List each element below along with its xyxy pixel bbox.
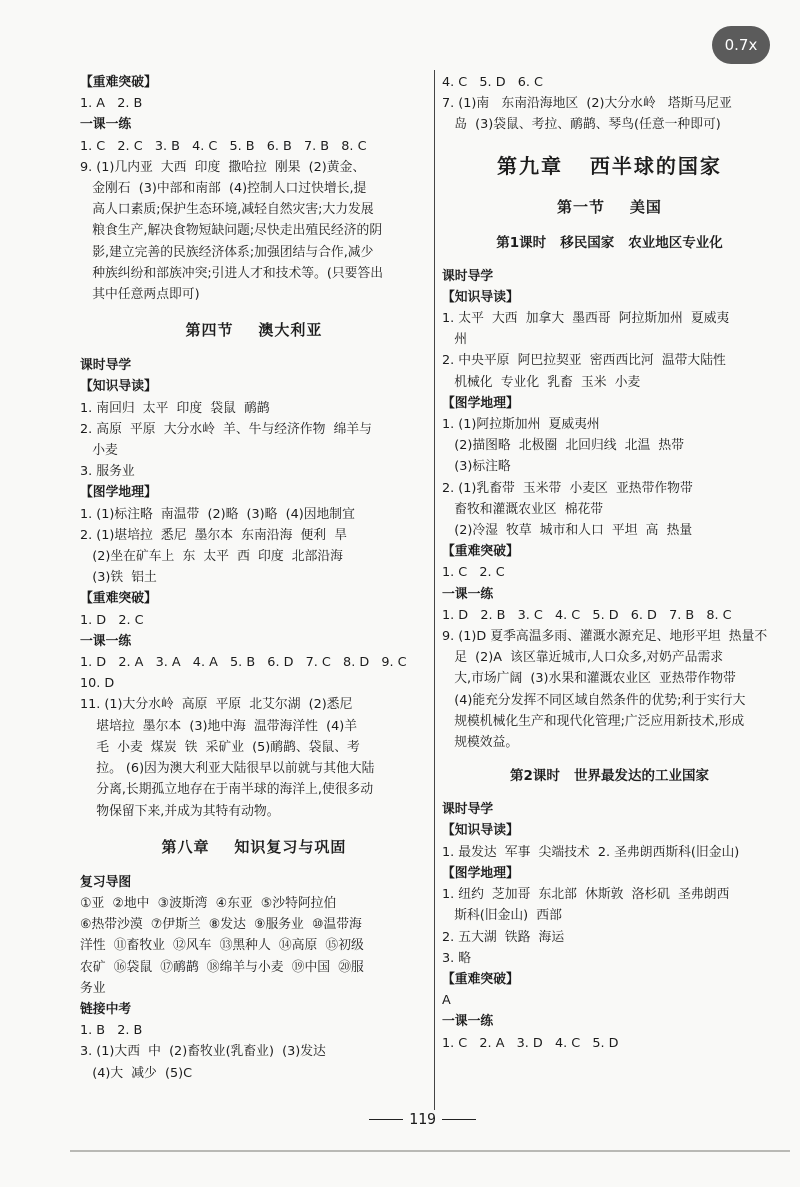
- answer-line: 4. C 5. D 6. C: [442, 75, 543, 90]
- answer-line: 1. C 2. A 3. D 4. C 5. D: [442, 1035, 619, 1051]
- answer-line: 规模机械化生产和现代化管理;广泛应用新技术,形成: [442, 713, 745, 729]
- bottom-rule: [70, 1150, 790, 1152]
- answer-line: 农矿 ⑯袋鼠 ⑰鸸鹋 ⑱绵羊与小麦 ⑲中国 ⑳服: [80, 959, 364, 975]
- answer-line: 1. C 2. C: [442, 565, 505, 581]
- answer-line: 2. 高原 平原 大分水岭 羊、牛与经济作物 绵羊与: [80, 421, 372, 437]
- section-label: 一课一练: [442, 586, 494, 602]
- answer-line: 州: [442, 332, 468, 348]
- section-label: 复习导图: [80, 874, 132, 890]
- answer-line: 种族纠纷和部族冲突;引进人才和技术等。(只要答出: [80, 265, 384, 281]
- section-label: 【知识导读】: [80, 379, 157, 395]
- answer-line: 分离,长期孤立地存在于南半球的海洋上,使很多动: [80, 782, 374, 798]
- answer-line: ⑥热带沙漠 ⑦伊斯兰 ⑧发达 ⑨服务业 ⑩温带海: [80, 917, 362, 933]
- answer-line: 3. 服务业: [80, 464, 135, 480]
- answer-line: 1. D 2. A 3. A 4. A 5. B 6. D 7. C 8. D 9. C: [80, 655, 407, 671]
- answer-line: 2. 五大湖 铁路 海运: [442, 929, 565, 945]
- answer-line: 金刚石 (3)中部和南部 (4)控制人口过快增长,提: [80, 181, 367, 197]
- answer-line: 7. (1)南 东南沿海地区 (2)大分水岭 塔斯马尼亚: [442, 96, 732, 112]
- section-label: 【图学地理】: [442, 395, 519, 411]
- answer-line: 2. 中央平原 阿巴拉契亚 密西西比河 温带大陆性: [442, 353, 726, 369]
- page-number: 119: [355, 1108, 490, 1130]
- answer-line: (3)铁 铝土: [80, 570, 157, 586]
- answer-line: 机械化 专业化 乳畜 玉米 小麦: [442, 374, 641, 390]
- answer-line: 高人口素质;保护生态环境,减轻自然灾害;大力发展: [80, 202, 374, 218]
- section-label: 一课一练: [442, 1014, 494, 1030]
- answer-line: 务业: [80, 980, 106, 996]
- zoom-level-badge[interactable]: 0.7x: [712, 26, 770, 64]
- chapter-title: 第九章 西半球的国家: [497, 153, 722, 178]
- answer-line: 斯科(旧金山) 西部: [442, 908, 562, 924]
- answer-line: 足 (2)A 该区靠近城市,人口众多,对奶产品需求: [442, 650, 724, 666]
- answer-line: 1. 纽约 芝加哥 东北部 休斯敦 洛杉矶 圣弗朗西: [442, 887, 730, 903]
- column-divider: [434, 70, 435, 1110]
- answer-line: (2)坐在矿车上 东 太平 西 印度 北部沿海: [80, 549, 343, 565]
- answer-line: (4)大 减少 (5)C: [80, 1065, 193, 1081]
- answer-line: 1. A 2. B: [80, 96, 143, 112]
- section-label: 【图学地理】: [80, 485, 157, 501]
- answer-line: (3)标注略: [442, 459, 511, 475]
- answer-line: 9. (1)几内亚 大西 印度 撒哈拉 刚果 (2)黄金、: [80, 159, 366, 175]
- section-title: 第四节 澳大利亚: [185, 321, 323, 340]
- answer-line: ①亚 ②地中 ③波斯湾 ④东亚 ⑤沙特阿拉伯: [80, 895, 337, 911]
- answer-line: 2. (1)堪培拉 悉尼 墨尔本 东南沿海 便利 旱: [80, 527, 348, 543]
- section-title: 第八章 知识复习与巩固: [161, 837, 347, 856]
- section-label: 课时导学: [442, 268, 494, 284]
- answer-line: 11. (1)大分水岭 高原 平原 北艾尔湖 (2)悉尼: [80, 697, 353, 713]
- answer-line: 洋性 ⑪畜牧业 ⑫风车 ⑬黑种人 ⑭高原 ⑮初级: [80, 938, 364, 954]
- left-column: [80, 72, 428, 1084]
- answer-line: 9. (1)D 夏季高温多雨、灌溉水源充足、地形平坦 热量不: [442, 629, 768, 645]
- answer-line: 规模效益。: [442, 735, 519, 751]
- answer-line: 1. 最发达 军事 尖端技术 2. 圣弗朗西斯科(旧金山): [442, 844, 740, 860]
- answer-line: 毛 小麦 煤炭 铁 采矿业 (5)鸸鹋、袋鼠、考: [80, 739, 360, 755]
- answer-line: 3. 略: [442, 950, 472, 966]
- answer-line: 1. 南回归 太平 印度 袋鼠 鸸鹋: [80, 400, 270, 416]
- answer-line: 影,建立完善的民族经济体系;加强团结与合作,减少: [80, 244, 374, 260]
- section-label: 课时导学: [442, 802, 494, 818]
- section-title: 第一节 美国: [557, 197, 662, 216]
- right-column: [442, 72, 777, 1054]
- section-label: 一课一练: [80, 117, 132, 133]
- answer-line: 1. D 2. B 3. C 4. C 5. D 6. D 7. B 8. C: [442, 607, 732, 623]
- answer-line: 堪培拉 墨尔本 (3)地中海 温带海洋性 (4)羊: [80, 718, 358, 734]
- answer-line: 1. (1)标注略 南温带 (2)略 (3)略 (4)因地制宜: [80, 506, 355, 522]
- answer-line: 拉。 (6)因为澳大利亚大陆很早以前就与其他大陆: [80, 761, 375, 777]
- lesson-title: 第1课时 移民国家 农业地区专业化: [496, 234, 723, 251]
- answer-line: 1. (1)阿拉斯加州 夏威夷州: [442, 417, 600, 433]
- section-label: 链接中考: [80, 1001, 132, 1017]
- section-label: 【重难突破】: [80, 75, 157, 90]
- answer-line: 物保留下来,并成为其特有动物。: [80, 803, 280, 819]
- answer-line: 粮食生产,解决食物短缺问题;尽快走出殖民经济的阴: [80, 223, 383, 239]
- answer-line: 小麦: [80, 443, 118, 459]
- answer-line: 岛 (3)袋鼠、考拉、鸸鹋、琴鸟(任意一种即可): [442, 117, 721, 133]
- answer-line: 2. (1)乳畜带 玉米带 小麦区 亚热带作物带: [442, 480, 693, 496]
- section-label: 课时导学: [80, 358, 132, 374]
- answer-line: (4)能充分发挥不同区域自然条件的优势;利于实行大: [442, 692, 746, 708]
- section-label: 【重难突破】: [442, 544, 519, 560]
- answer-line: 其中任意两点即可): [80, 287, 200, 303]
- lesson-title: 第2课时 世界最发达的工业国家: [510, 768, 709, 785]
- answer-line: 1. D 2. C: [80, 612, 144, 628]
- answer-line: (2)冷湿 牧草 城市和人口 平坦 高 热量: [442, 523, 693, 539]
- answer-line: 畜牧和灌溉农业区 棉花带: [442, 501, 604, 517]
- section-label: 【知识导读】: [442, 823, 519, 839]
- section-label: 一课一练: [80, 633, 132, 649]
- answer-line: 1. C 2. C 3. B 4. C 5. B 6. B 7. B 8. C: [80, 138, 367, 154]
- section-label: 【重难突破】: [442, 971, 519, 987]
- answer-line: 1. B 2. B: [80, 1023, 143, 1039]
- section-label: 【知识导读】: [442, 289, 519, 305]
- section-label: 【重难突破】: [80, 591, 157, 607]
- answer-line: A: [442, 993, 451, 1009]
- section-label: 【图学地理】: [442, 865, 519, 881]
- answer-line: 1. 太平 大西 加拿大 墨西哥 阿拉斯加州 夏威夷: [442, 311, 730, 327]
- answer-line: 大,市场广阔 (3)水果和灌溉农业区 亚热带作物带: [442, 671, 736, 687]
- answer-line: (2)描图略 北极圈 北回归线 北温 热带: [442, 438, 685, 454]
- answer-line: 10. D: [80, 676, 115, 692]
- answer-line: 3. (1)大西 中 (2)畜牧业(乳畜业) (3)发达: [80, 1044, 326, 1060]
